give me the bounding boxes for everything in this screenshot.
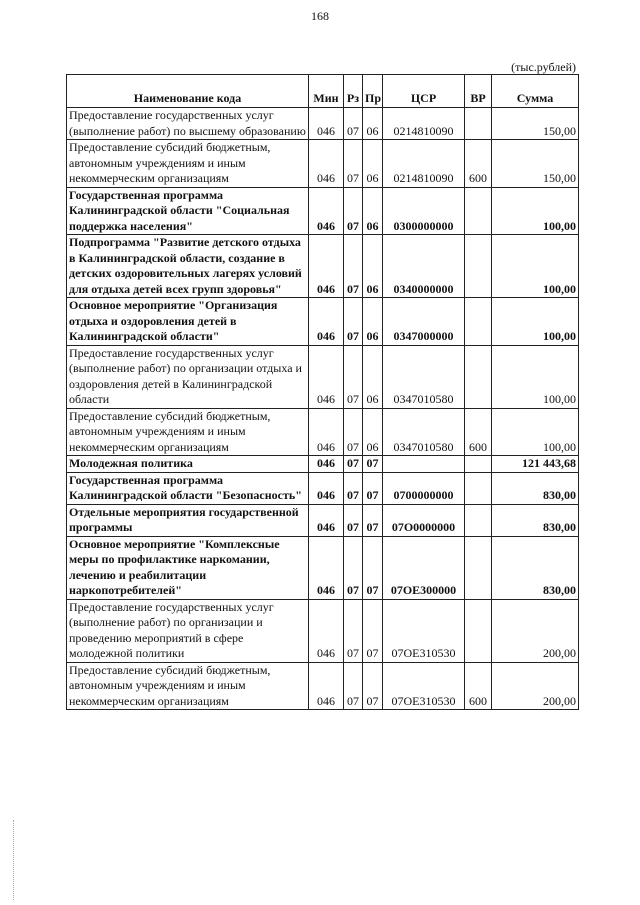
cell-pr: 07 <box>363 456 383 473</box>
cell-sum: 100,00 <box>492 235 579 298</box>
cell-sum: 200,00 <box>492 599 579 662</box>
page-number: 168 <box>311 9 329 23</box>
cell-min: 046 <box>309 536 344 599</box>
cell-sum: 830,00 <box>492 536 579 599</box>
table-row <box>67 536 579 599</box>
cell-rz: 07 <box>344 408 363 456</box>
cell-vr <box>465 235 492 298</box>
table-row <box>67 140 579 188</box>
cell-min: 046 <box>309 140 344 188</box>
table-row <box>67 599 579 662</box>
cell-min: 046 <box>309 187 344 235</box>
table-row <box>67 504 579 536</box>
cell-rz: 07 <box>344 140 363 188</box>
table-row <box>67 298 579 346</box>
cell-pr: 06 <box>363 235 383 298</box>
cell-csr: 07О0000000 <box>383 504 465 536</box>
cell-sum: 121 443,68 <box>492 456 579 473</box>
cell-vr <box>465 456 492 473</box>
cell-name: Молодежная политика <box>67 456 309 473</box>
cell-rz: 07 <box>344 298 363 346</box>
cell-pr: 07 <box>363 536 383 599</box>
cell-pr: 06 <box>363 408 383 456</box>
cell-min: 046 <box>309 298 344 346</box>
cell-rz: 07 <box>344 504 363 536</box>
table-row <box>67 108 579 140</box>
cell-pr: 06 <box>363 140 383 188</box>
cell-name: Государственная программа Калининградской области "Социальная поддержка населения" <box>67 187 309 235</box>
cell-csr: 0347010580 <box>383 345 465 408</box>
cell-rz: 07 <box>344 235 363 298</box>
cell-pr: 07 <box>363 472 383 504</box>
cell-name: Подпрограмма "Развитие детского отдыха в Калининградской области, создание в детских оздоровительных лагерях условий для отдыха детей всех групп здоровья" <box>67 235 309 298</box>
cell-pr: 06 <box>363 298 383 346</box>
cell-sum: 150,00 <box>492 108 579 140</box>
cell-csr: 0340000000 <box>383 235 465 298</box>
cell-min: 046 <box>309 345 344 408</box>
cell-name: Предоставление субсидий бюджетным, автономным учреждениям и иным некоммерческим организациям <box>67 662 309 710</box>
cell-sum: 200,00 <box>492 662 579 710</box>
cell-pr: 07 <box>363 599 383 662</box>
table-row <box>67 456 579 473</box>
cell-vr <box>465 108 492 140</box>
cell-csr: 07ОЕ300000 <box>383 536 465 599</box>
cell-sum: 100,00 <box>492 408 579 456</box>
cell-min: 046 <box>309 599 344 662</box>
cell-vr <box>465 599 492 662</box>
cell-csr: 0214810090 <box>383 108 465 140</box>
cell-csr: 07ОЕ310530 <box>383 662 465 710</box>
cell-pr: 07 <box>363 504 383 536</box>
header-rz: Рз <box>344 75 363 108</box>
cell-name: Государственная программа Калининградской области "Безопасность" <box>67 472 309 504</box>
cell-rz: 07 <box>344 345 363 408</box>
scan-edge-marks <box>13 820 15 900</box>
cell-vr: 600 <box>465 408 492 456</box>
cell-rz: 07 <box>344 108 363 140</box>
cell-name: Предоставление субсидий бюджетным, автономным учреждениям и иным некоммерческим организациям <box>67 140 309 188</box>
budget-table <box>66 74 579 710</box>
cell-vr <box>465 536 492 599</box>
cell-pr: 07 <box>363 662 383 710</box>
cell-sum: 100,00 <box>492 345 579 408</box>
cell-rz: 07 <box>344 472 363 504</box>
table-row <box>67 187 579 235</box>
table-row <box>67 662 579 710</box>
header-pr: Пр <box>363 75 383 108</box>
cell-vr <box>465 298 492 346</box>
cell-csr: 0214810090 <box>383 140 465 188</box>
cell-vr <box>465 187 492 235</box>
cell-csr: 0347010580 <box>383 408 465 456</box>
cell-vr <box>465 345 492 408</box>
cell-name: Основное мероприятие "Комплексные меры по профилактике наркомании, лечению и реабилитации наркопотребителей" <box>67 536 309 599</box>
cell-name: Предоставление государственных услуг (выполнение работ) по высшему образованию <box>67 108 309 140</box>
cell-rz: 07 <box>344 599 363 662</box>
cell-vr <box>465 504 492 536</box>
header-vr: ВР <box>465 75 492 108</box>
cell-min: 046 <box>309 662 344 710</box>
cell-sum: 830,00 <box>492 472 579 504</box>
header-csr: ЦСР <box>383 75 465 108</box>
cell-min: 046 <box>309 472 344 504</box>
table-row <box>67 345 579 408</box>
units-label: (тыс.рублей) <box>511 60 576 74</box>
table-row <box>67 472 579 504</box>
cell-min: 046 <box>309 235 344 298</box>
cell-pr: 06 <box>363 345 383 408</box>
cell-csr: 0300000000 <box>383 187 465 235</box>
cell-csr: 0347000000 <box>383 298 465 346</box>
cell-sum: 100,00 <box>492 298 579 346</box>
cell-csr: 07ОЕ310530 <box>383 599 465 662</box>
header-sum: Сумма <box>492 75 579 108</box>
cell-name: Предоставление государственных услуг (выполнение работ) по организации и проведению мероприятий в сфере молодежной политики <box>67 599 309 662</box>
cell-pr: 06 <box>363 108 383 140</box>
cell-sum: 830,00 <box>492 504 579 536</box>
header-name: Наименование кода <box>67 75 309 108</box>
cell-name: Отдельные мероприятия государственной программы <box>67 504 309 536</box>
cell-name: Предоставление субсидий бюджетным, автономным учреждениям и иным некоммерческим организациям <box>67 408 309 456</box>
header-min: Мин <box>309 75 344 108</box>
cell-csr: 0700000000 <box>383 472 465 504</box>
table-row <box>67 235 579 298</box>
cell-vr <box>465 472 492 504</box>
cell-rz: 07 <box>344 187 363 235</box>
cell-min: 046 <box>309 108 344 140</box>
cell-rz: 07 <box>344 536 363 599</box>
cell-rz: 07 <box>344 662 363 710</box>
cell-pr: 06 <box>363 187 383 235</box>
cell-min: 046 <box>309 408 344 456</box>
cell-vr: 600 <box>465 662 492 710</box>
table-row <box>67 408 579 456</box>
cell-vr: 600 <box>465 140 492 188</box>
cell-name: Предоставление государственных услуг (выполнение работ) по организации отдыха и оздоровления детей в Калининградской области <box>67 345 309 408</box>
cell-name: Основное мероприятие "Организация отдыха и оздоровления детей в Калининградской области" <box>67 298 309 346</box>
cell-min: 046 <box>309 456 344 473</box>
cell-min: 046 <box>309 504 344 536</box>
cell-sum: 100,00 <box>492 187 579 235</box>
cell-rz: 07 <box>344 456 363 473</box>
cell-sum: 150,00 <box>492 140 579 188</box>
table-header-row <box>67 75 579 108</box>
cell-csr <box>383 456 465 473</box>
